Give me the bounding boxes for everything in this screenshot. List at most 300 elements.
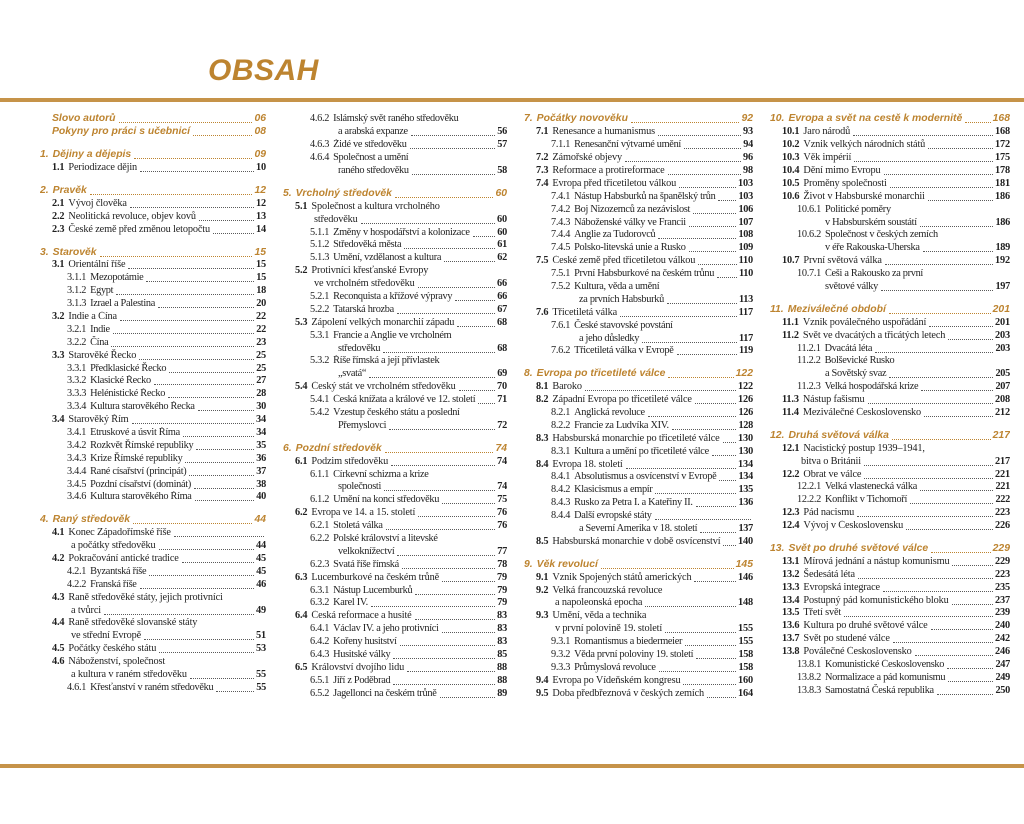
entry-page-number: 178 [995,164,1010,176]
dot-leader [853,135,993,136]
entry-number: 3.4.1 [67,426,87,438]
entry-text: Pravěk [52,184,87,196]
entry-number: 9.5 [536,687,549,699]
toc-entry [283,226,507,239]
dot-leader [718,200,736,201]
toc-entry [40,527,266,540]
entry-text: Islámský svět raného středověku [333,113,459,125]
entry-page-number: 212 [995,406,1010,418]
entry-text: Náboženství, společnost [68,656,166,668]
entry-number: 8.3 [536,432,549,444]
toc-entry [770,242,1010,255]
toc-entry [283,278,507,291]
dot-leader [885,264,993,265]
entry-text: Doba předbřeznová v českých zemích [552,687,704,699]
toc-entry [524,636,753,649]
toc-entry [524,268,753,281]
entry-page-number: 117 [738,306,753,318]
entry-text: Postupný pád komunistického bloku [803,594,949,606]
toc-entry [283,468,507,481]
dot-leader [672,429,737,430]
entry-page-number: 155 [738,636,753,648]
entry-text: Evropa 18. století [552,458,623,470]
toc-entry [770,203,1010,216]
toc-entry [40,427,266,440]
toc-entry [283,126,507,139]
entry-page-number: 15 [256,259,266,271]
entry-number: 8.4.2 [551,484,571,496]
entry-page-number: 203 [995,342,1010,354]
toc-entry [283,571,507,584]
dot-leader [712,455,737,456]
dot-leader [457,326,495,327]
toc-entry [40,210,266,223]
dot-leader [397,313,495,314]
entry-text: Vznik Spojených států amerických [552,571,692,583]
entry-text: Podzim středověku [311,455,389,467]
entry-number: 10.2 [782,139,800,151]
entry-text: Renesanční výtvarné umění [574,139,681,151]
toc-entry [40,656,266,669]
entry-number: 6.3.2 [310,597,330,609]
entry-number: 7.6 [536,306,549,318]
entry-number: 8.4 [536,458,549,470]
toc-entry [283,152,507,165]
entry-number: 5.2.1 [310,290,330,302]
dot-leader [854,161,993,162]
entry-number: 2.1 [52,197,65,209]
toc-entry [40,401,266,414]
entry-page-number: 10 [256,162,266,174]
toc-front-entry [40,126,266,139]
toc-entry [283,200,507,213]
entry-text: Pokračování antické tradice [68,553,179,564]
dot-leader [928,148,993,149]
entry-number: 6. [283,442,292,454]
entry-text: Neolitická revoluce, objev kovů [68,210,196,222]
entry-number: 3.3 [52,349,65,361]
toc-entry [40,311,266,324]
toc-entry [770,407,1010,420]
entry-number: 13.8 [782,646,800,658]
entry-page-number: 221 [995,468,1010,480]
toc-entry [40,375,266,388]
dot-leader [133,523,252,524]
entry-page-number: 75 [497,494,507,506]
toc-entry [283,419,507,432]
entry-number: 8.4.1 [551,471,571,483]
entry-number: 3.3.4 [67,401,87,413]
dot-leader [478,403,495,404]
entry-text: Předklasické Řecko [90,362,167,374]
dot-leader [442,632,496,633]
toc-entry [283,265,507,278]
entry-number: 2. [40,184,49,196]
bottom-rule [0,764,1024,768]
entry-number: 7.6.2 [551,345,571,357]
dot-leader [921,390,993,391]
entry-text: Vznik poválečného uspořádání [802,316,927,328]
entry-text: bitva o Británii [801,455,861,467]
toc-entry [524,623,753,636]
entry-number: 9.2 [536,584,549,596]
entry-page-number: 44 [256,540,266,552]
entry-number: 11.1 [782,316,799,328]
entry-text: Velká hospodářská krize [824,381,919,393]
toc-entry [770,646,1010,659]
entry-number: 13.7 [782,633,800,645]
entry-page-number: 62 [497,252,507,264]
dot-leader [952,565,993,566]
toc-entry [770,633,1010,646]
toc-entry [283,674,507,687]
toc-content [0,102,1024,700]
entry-text: Jaro národů [803,126,851,138]
toc-page [0,56,1024,824]
toc-chapter-entry [524,113,753,126]
entry-page-number: 88 [497,661,507,673]
entry-page-number: 66 [497,290,507,302]
entry-text: za prvních Habsburků [579,293,664,305]
entry-page-number: 126 [738,406,753,418]
entry-number: 13.6 [782,620,800,632]
entry-text: Meziválečné období [787,303,886,315]
entry-number: 6.5.1 [310,674,330,686]
toc-entry [524,523,753,536]
toc-entry [770,672,1010,685]
dot-leader [159,549,255,550]
entry-page-number: 92 [741,113,753,125]
entry-text: Šedesátá léta [803,568,855,580]
entry-page-number: 201 [992,303,1010,315]
entry-number: 4.2 [52,553,65,564]
entry-page-number: 79 [497,571,507,583]
entry-page-number: 208 [995,394,1010,406]
entry-page-number: 34 [256,414,266,426]
toc-entry [40,414,266,427]
entry-text: Zámořské objevy [552,152,622,164]
entry-page-number: 25 [256,349,266,361]
toc-entry [770,255,1010,268]
entry-page-number: 217 [992,429,1010,441]
entry-text: Renesance a humanismus [552,126,655,138]
toc-column [283,113,507,700]
entry-text: a arabská expanze [338,126,408,138]
entry-text: Svět ve dvacátých a třicátých letech [802,329,946,341]
entry-number: 7.5.1 [551,268,571,280]
entry-text: Život v Habsburské monarchii [803,190,925,202]
entry-text: První Habsburkové na českém trůnu [574,268,715,280]
entry-text: Společnost a umění [333,152,409,164]
dot-leader [717,277,737,278]
entry-text: Poválečné Československo [803,646,912,658]
entry-text: Česká knížata a králové ve 12. století [333,394,476,406]
entry-number: 13.3 [782,581,800,593]
dot-leader [893,642,993,643]
dot-leader [906,529,993,530]
entry-page-number: 79 [497,597,507,609]
section-gap [40,504,266,514]
entry-number: 4.6.2 [310,113,330,125]
entry-text: Klasické Řecko [90,375,151,387]
dot-leader [444,261,495,262]
entry-page-number: 96 [743,152,753,164]
entry-number: 5. [283,187,292,199]
toc-entry [770,520,1010,533]
entry-text: Pokyny pro práci s učebnicí [52,126,191,138]
toc-column [770,113,1010,700]
entry-text: Židé ve středověku [333,139,407,151]
dot-leader [857,516,993,517]
dot-leader [648,416,737,417]
toc-entry [40,669,266,682]
entry-number: 6.5 [295,661,308,673]
toc-entry [283,316,507,329]
entry-page-number: 128 [738,419,753,431]
dot-leader [928,200,993,201]
dot-leader [391,465,495,466]
entry-number: 3.1 [52,259,65,271]
toc-entry [770,394,1010,407]
entry-page-number: 135 [738,484,753,496]
toc-entry [283,165,507,178]
entry-text: Evropa ve 14. a 15. století [311,507,416,519]
entry-text: Habsburská monarchie po třicetileté válce [552,432,720,444]
entry-number: 3.1.1 [67,272,87,284]
dot-leader [415,594,495,595]
entry-text: Samostatná Česká republika [824,684,934,696]
dot-leader [626,468,736,469]
dot-leader [213,233,254,234]
entry-number: 10.3 [782,152,800,164]
toc-entry [283,455,507,468]
entry-page-number: 45 [256,565,266,577]
entry-page-number: 103 [738,177,753,189]
entry-text: Protivníci křesťanské Evropy [311,265,429,277]
toc-entry [524,649,753,662]
dot-leader [100,256,253,257]
toc-entry [40,491,266,504]
dot-leader [915,655,993,656]
entry-number: 10. [770,113,785,125]
entry-text: Normalizace a pád komunismu [824,671,946,683]
entry-page-number: 226 [995,520,1010,532]
dot-leader [130,207,254,208]
entry-text: Středověká města [333,239,402,251]
toc-entry [524,190,753,203]
entry-text: Politické poměry [824,203,891,215]
entry-text: Náboženské války ve Francii [574,216,686,228]
toc-entry [40,197,266,210]
dot-leader [719,480,736,481]
entry-number: 13.5 [782,607,800,619]
entry-page-number: 83 [497,610,507,622]
entry-number: 9.4 [536,674,549,686]
entry-page-number: 12 [254,184,266,196]
entry-number: 7.1.1 [551,139,571,151]
entry-text: Nástup Habsburků na španělský trůn [574,190,716,202]
toc-entry [770,442,1010,455]
entry-number: 12.2.1 [797,481,821,493]
entry-number: 3.1.3 [67,298,87,310]
entry-number: 10.7 [782,255,800,267]
dot-leader [119,122,253,123]
toc-entry [524,432,753,445]
entry-number: 3.3.2 [67,375,87,387]
toc-entry [283,558,507,571]
entry-text: Pád nacismu [803,507,855,519]
dot-leader [947,668,993,669]
toc-entry [524,152,753,165]
dot-leader [407,671,495,672]
toc-entry [770,177,1010,190]
entry-text: České země před změnou letopočtu [68,223,211,235]
entry-text: Absolutismus a osvícenství v Evropě [574,471,717,483]
toc-entry [524,319,753,332]
entry-text: a Sovětský svaz [825,368,887,380]
entry-text: Rozkvět Římské republiky [90,439,194,451]
entry-number: 5.4.2 [310,406,330,418]
dot-leader [601,568,734,569]
dot-leader [134,158,252,159]
dot-leader [952,604,993,605]
dot-leader [696,506,737,507]
entry-page-number: 66 [497,278,507,290]
toc-entry [770,152,1010,165]
dot-leader [459,390,495,391]
toc-entry [770,581,1010,594]
entry-page-number: 79 [497,584,507,596]
entry-number: 9.3.2 [551,649,571,661]
entry-page-number: 20 [256,298,266,310]
entry-number: 8.3.1 [551,445,571,457]
entry-page-number: 98 [743,164,753,176]
dot-leader [684,148,741,149]
toc-entry [770,368,1010,381]
entry-page-number: 134 [738,458,753,470]
toc-entry [524,419,753,432]
entry-text: Starověk [52,246,97,258]
toc-entry [770,165,1010,178]
toc-entry [524,597,753,610]
dot-leader [920,490,993,491]
dot-leader [418,516,495,517]
dot-leader [892,439,991,440]
entry-text: a tvůrci [71,604,101,616]
toc-entry [770,481,1010,494]
entry-page-number: 23 [256,336,266,348]
dot-leader [158,307,254,308]
toc-entry [770,568,1010,581]
dot-leader [884,174,993,175]
dot-leader [384,490,495,491]
dot-leader [858,578,993,579]
toc-entry [770,607,1010,620]
toc-entry [40,604,266,617]
entry-text: Reconquista a křížové výpravy [333,290,453,302]
dot-leader [154,384,254,385]
entry-text: Kultura po druhé světové válce [803,620,928,632]
entry-text: Franská říše [90,578,137,590]
toc-entry [283,381,507,394]
entry-text: Kultura starověkého Říma [90,491,192,503]
toc-entry [283,394,507,407]
entry-text: Dění mimo Evropu [803,164,881,176]
entry-page-number: 110 [738,255,753,267]
entry-text: velkoknížectví [338,545,395,557]
entry-text: Česká reformace a husité [311,610,412,622]
entry-text: Nástup Lucemburků [333,584,413,596]
toc-entry [524,584,753,597]
entry-number: 10.4 [782,164,800,176]
entry-page-number: 18 [256,285,266,297]
dot-leader [910,503,993,504]
entry-page-number: 78 [497,558,507,570]
entry-number: 6.1.2 [310,494,330,506]
entry-text: Svatá říše římská [333,558,399,570]
entry-number: 9.1 [536,571,549,583]
entry-page-number: 94 [743,139,753,151]
entry-text: Indie [90,323,110,335]
dot-leader [668,377,733,378]
section-gap [770,293,1010,303]
dot-leader [185,462,254,463]
entry-page-number: 239 [995,607,1010,619]
entry-page-number: 242 [995,633,1010,645]
entry-page-number: 55 [256,669,266,681]
entry-text: v Habsburském soustátí [825,216,917,228]
toc-front-entry [40,113,266,126]
dot-leader [400,645,496,646]
dot-leader [698,264,736,265]
entry-number: 6.4.1 [310,623,330,635]
entry-page-number: 160 [738,674,753,686]
toc-entry [40,630,266,643]
entry-page-number: 34 [256,426,266,438]
dot-leader [948,681,993,682]
entry-page-number: 60 [497,226,507,238]
dot-leader [442,581,495,582]
entry-text: Boj Nizozemců za nezávislost [574,203,691,215]
entry-text: Druhá světová válka [788,429,889,441]
dot-leader [585,390,736,391]
entry-page-number: 35 [256,439,266,451]
entry-text: Raně středověké slovanské státy [68,617,198,629]
entry-number: 5.2.2 [310,303,330,315]
toc-entry [283,610,507,623]
entry-number: 4.2.2 [67,578,87,590]
entry-page-number: 83 [497,623,507,635]
entry-text: Rané císařství (principát) [90,465,187,477]
entry-page-number: 27 [256,375,266,387]
entry-text: a kultura v raném středověku [71,669,187,681]
dot-leader [415,619,495,620]
entry-text: Změny v hospodářství a kolonizace [333,226,470,238]
dot-leader [194,488,254,489]
dot-leader [658,238,736,239]
dot-leader [679,187,736,188]
entry-page-number: 108 [738,229,753,241]
entry-page-number: 46 [256,578,266,590]
toc-entry [770,190,1010,203]
entry-number: 6.4.2 [310,636,330,648]
entry-text: Vznik velkých národních států [803,139,926,151]
entry-number: 5.3.1 [310,329,330,341]
dot-leader [183,436,254,437]
entry-page-number: 217 [995,455,1010,467]
entry-number: 3.1.2 [67,285,87,297]
entry-number: 11.2 [782,329,799,341]
